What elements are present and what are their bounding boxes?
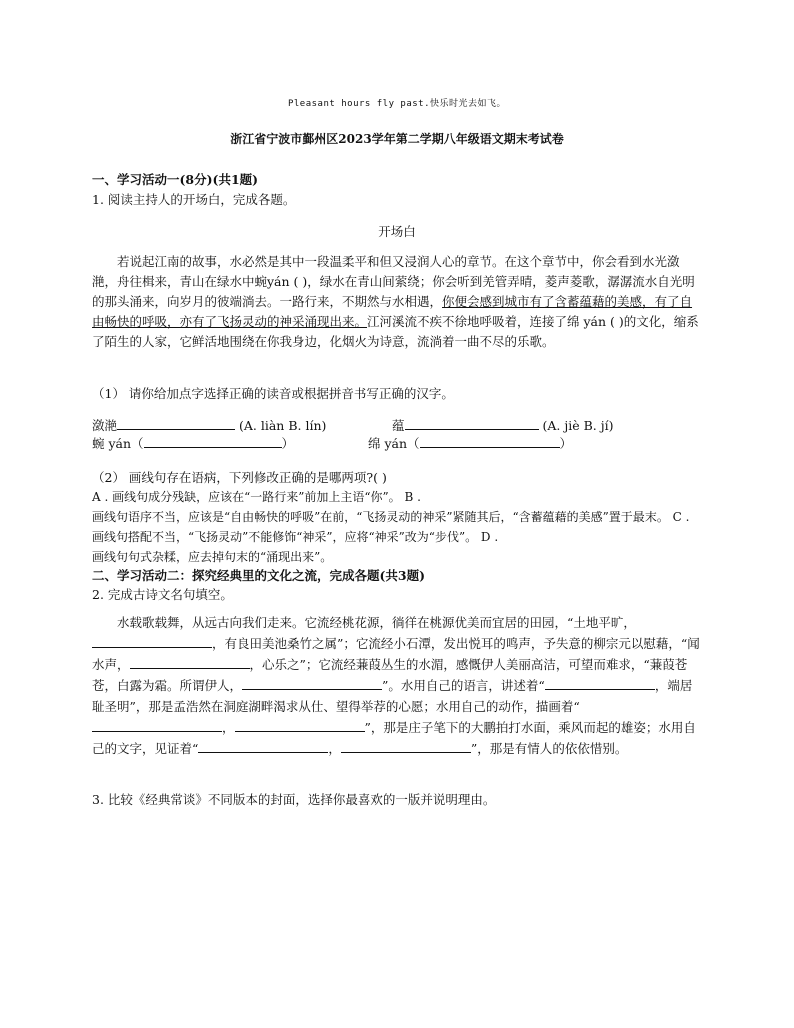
blank-4[interactable] <box>545 676 655 690</box>
fill-text-8: ， <box>328 741 341 756</box>
blank-3[interactable] <box>242 676 382 690</box>
fill-text-6: ， <box>222 720 235 735</box>
question-2: 2. 完成古诗文名句填空。 <box>92 587 233 602</box>
fill-text-1: 水载歌载舞，从远古向我们走来。它流经桃花源，徜徉在桃源优美而宜居的田园，“土地平旷， <box>117 615 636 630</box>
motto: Pleasant hours fly past.快乐时光去如飞。 <box>287 99 507 109</box>
word-wanyan: 蜿 yán（ <box>92 436 144 451</box>
blank-7[interactable] <box>198 739 328 753</box>
blank-1[interactable] <box>92 634 212 648</box>
answer-blank-lianyan[interactable] <box>117 416 235 430</box>
blank-6[interactable] <box>235 718 365 732</box>
close-paren: ） <box>559 436 573 451</box>
sub-question-2: （2） 画线句存在语病，下列修改正确的是哪两项?( ) <box>92 470 387 485</box>
sub-question-1: （1） 请你给加点字选择正确的读音或根据拼音书写正确的汉字。 <box>92 386 454 401</box>
options-block <box>92 487 700 567</box>
exam-title: 浙江省宁波市鄞州区2023学年第二学期八年级语文期末考试卷 <box>230 132 564 146</box>
close-paren: ） <box>281 436 295 451</box>
fill-in-passage <box>92 612 700 759</box>
answer-blank-mianyan[interactable] <box>420 434 560 448</box>
pinyin-row-2-left <box>92 434 294 452</box>
options-yun: (A. jiè B. jí) <box>542 418 614 433</box>
blank-8[interactable] <box>341 739 471 753</box>
question-1: 1. 阅读主持人的开场白，完成各题。 <box>92 192 296 207</box>
fill-text-9: ”，那是有情人的依依惜别。 <box>470 741 628 756</box>
pinyin-row-2-right <box>368 434 572 452</box>
blank-5[interactable] <box>92 718 222 732</box>
option-a: A . 画线句成分残缺，应该在“一路行来”前加上主语“你”。 B . <box>92 490 421 504</box>
underlined-sentence: 你便会感到城市有了含蓄蕴藉的美感，有了自由畅快的呼吸，亦有了飞扬灵动的神采涌现出来。 <box>92 294 693 329</box>
answer-blank-wanyan[interactable] <box>144 434 282 448</box>
option-d: 画线句句式杂糅，应去掉句末的“涌现出来”。 <box>92 550 333 564</box>
section2-heading: 二、学习活动二：探究经典里的文化之流，完成各题(共3题) <box>92 568 426 583</box>
answer-blank-yun[interactable] <box>405 416 539 430</box>
pinyin-row-1-right <box>392 416 613 434</box>
passage-part-a: 若说起江南的故事，水必然是其中一段温柔平和但又浸润人心的章节。在这个章节中，你会看到水光潋滟，舟往楫来，青山在绿水中蜿yán ( )，绿水在青山间萦绕；你会听到羌管弄晴，菱声菱歌，潺潺流水自光明的那头涌来，向岁月的彼端淌去。一路行来，不期然与水相遇， <box>92 254 695 309</box>
fill-text-4: ”。水用自己的语言，讲述着“ <box>382 678 545 693</box>
fill-text-2: ，有良田美池桑竹之属”；它流经小石潭，发出悦耳的鸣声，予失意的柳宗元以慰藉，“闻水声， <box>92 636 700 672</box>
pinyin-row-1-left <box>92 416 326 434</box>
word-lianyan: 潋滟 <box>92 418 118 433</box>
word-mianyan: 绵 yán（ <box>368 436 420 451</box>
fill-text-3: ，心乐之”；它流经蒹葭丛生的水湄，感慨伊人美丽高洁，可望而难求，“蒹葭苍苍，白露为霜。所谓伊人， <box>92 657 688 693</box>
question-3: 3. 比较《经典常谈》不同版本的封面，选择你最喜欢的一版并说明理由。 <box>92 792 496 807</box>
section1-heading: 一、学习活动一(8分)(共1题) <box>92 172 259 187</box>
passage <box>92 252 700 352</box>
options-lianyan: (A. liàn B. lín) <box>239 418 327 433</box>
passage-title: 开场白 <box>378 224 416 239</box>
passage-part-b: 江河溪流不疾不徐地呼吸着，连接了绵 yán ( )的文化，缩系了陌生的人家，它鲜活地围绕在你我身边，化烟火为诗意，流淌着一曲不尽的乐歌。 <box>92 314 699 349</box>
fill-text-5: ，端居耻圣明”，那是孟浩然在洞庭湖畔渴求从仕、望得举荐的心愿；水用自己的动作，描画着“ <box>92 678 693 714</box>
word-yun: 蕴 <box>392 418 405 433</box>
blank-2[interactable] <box>130 655 250 669</box>
fill-text-7: ”，那是庄子笔下的大鹏拍打水面，乘风而起的雄姿；水用自己的文字，见证着“ <box>92 720 696 756</box>
option-b-c: 画线句语序不当，应该是“自由畅快的呼吸”在前，“飞扬灵动的神采”紧随其后，“含蓄蕴藉的美感”置于最末。 C . 画线句搭配不当，“飞扬灵动”不能修饰“神采”，应将“神采”改为“步伐”。 D . <box>92 510 690 544</box>
